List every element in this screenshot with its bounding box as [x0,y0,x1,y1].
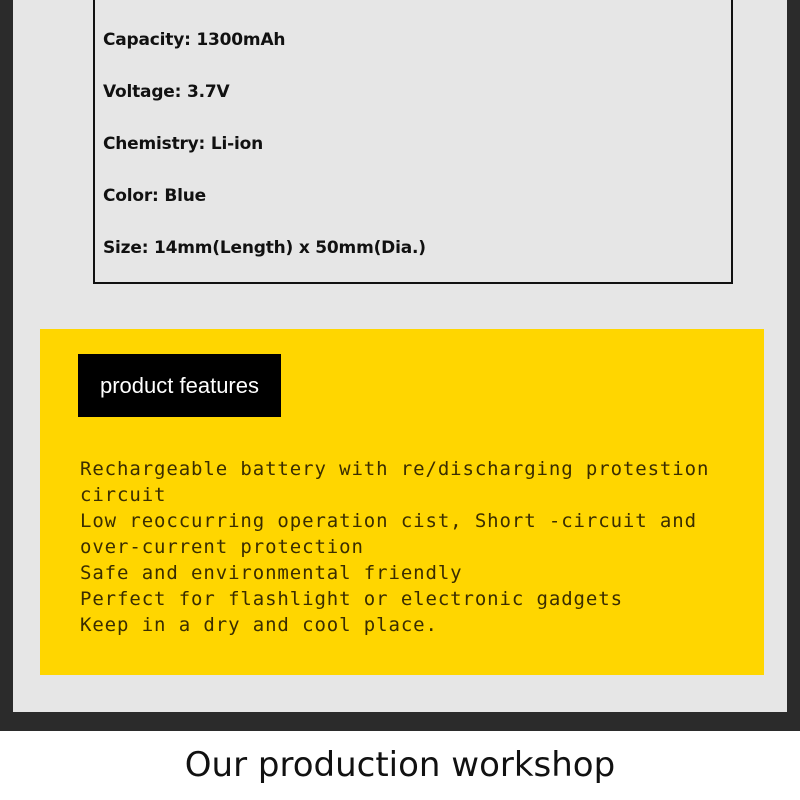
feature-item: Safe and environmental friendly [80,562,463,584]
specifications-box [93,0,733,284]
features-panel [40,329,764,675]
feature-item: Keep in a dry and cool place. [80,614,438,636]
features-list [80,456,750,638]
spec-color: Color: Blue [103,186,206,206]
features-heading: product features [78,354,281,417]
spec-size: Size: 14mm(Length) x 50mm(Dia.) [103,238,426,258]
feature-item: Rechargeable battery with re/discharging protestion circuit [80,458,722,506]
feature-item: Low reoccurring operation cist, Short -circuit and over-current protection [80,510,710,558]
feature-item: Perfect for flashlight or electronic gadgets [80,588,623,610]
section-title: Our production workshop [184,745,616,785]
spec-capacity: Capacity: 1300mAh [103,30,286,50]
spec-voltage: Voltage: 3.7V [103,82,230,102]
spec-chemistry: Chemistry: Li-ion [103,134,264,154]
